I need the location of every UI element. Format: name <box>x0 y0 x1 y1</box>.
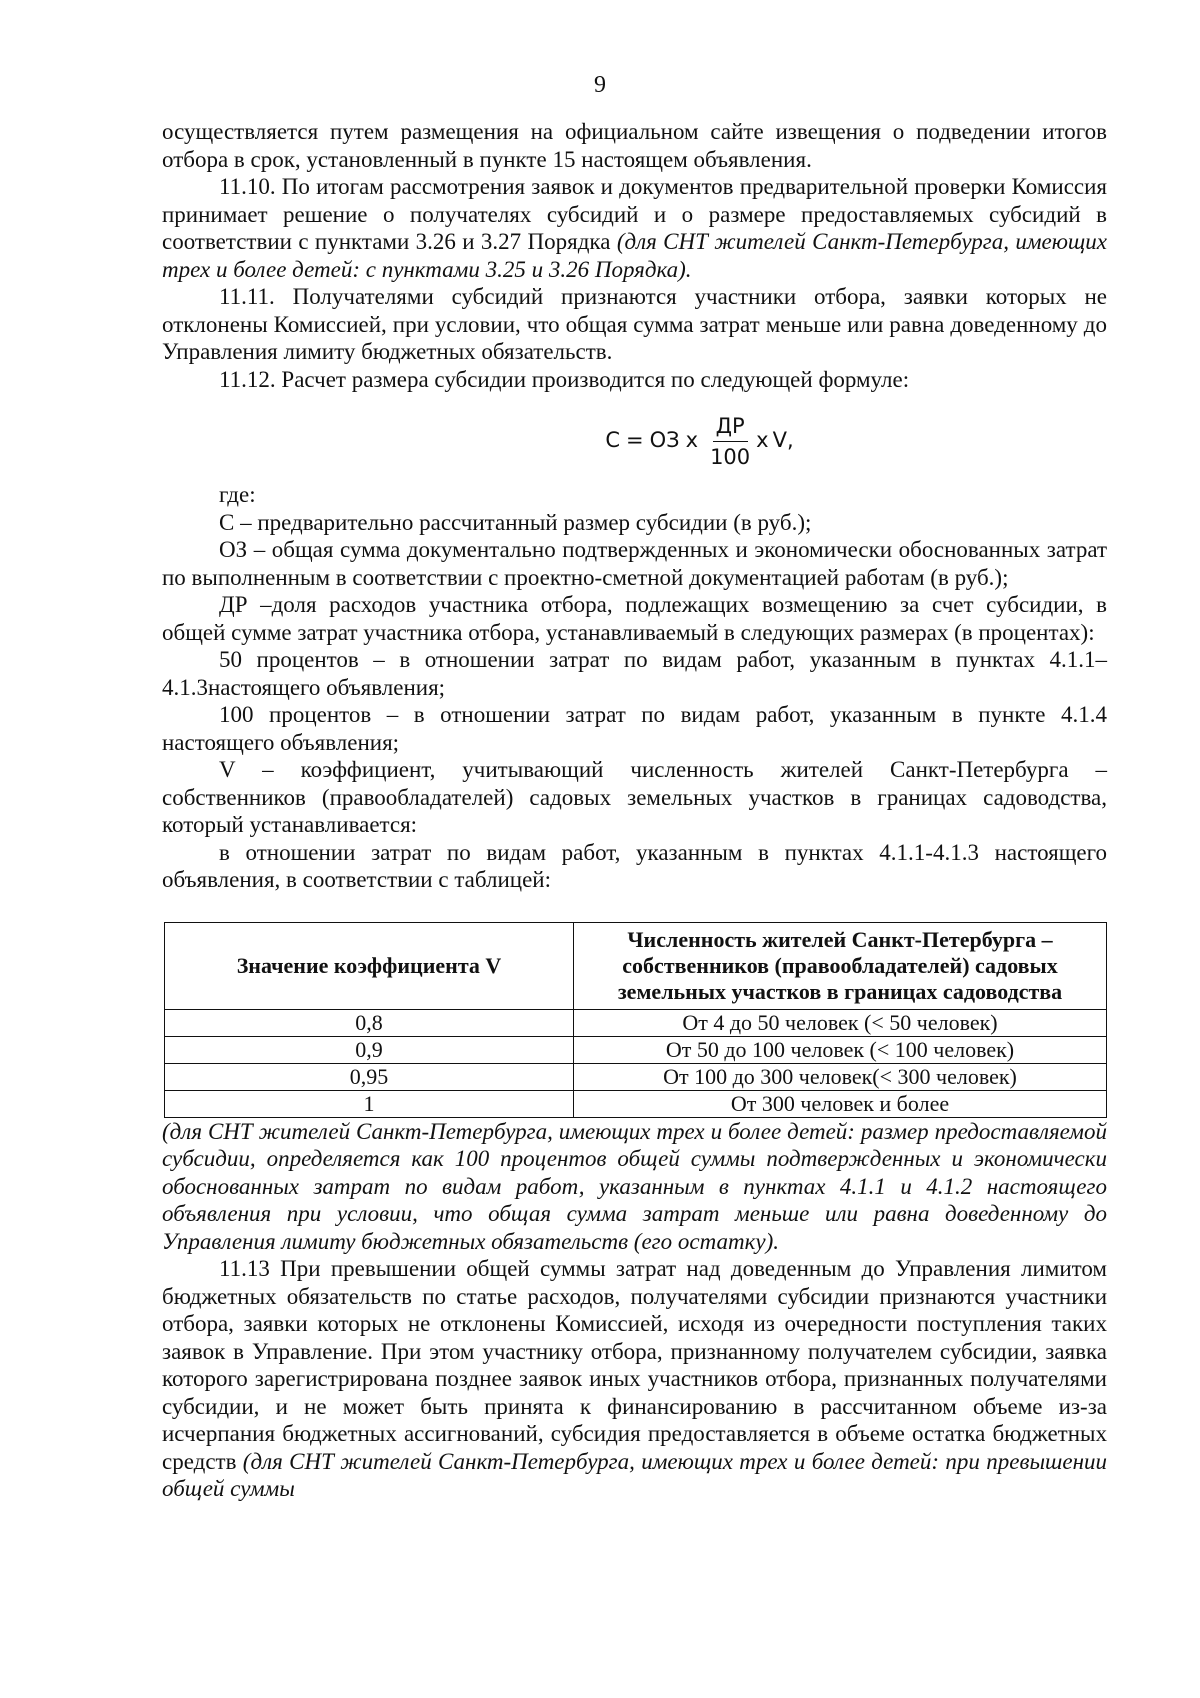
coefficient-table <box>164 922 1107 1118</box>
paragraph-11-13-text: 11.13 При превышении общей суммы затрат над доведенным до Управления лимитом бюджетных обязательств по статье расходов, получателями субсидии признаются участники отбора, заявки которых не отклонены Комиссией, исходя из очередности поступления таких заявок в Управление. При этом участнику отбора, признанному получателем субсидии, заявка которого зарегистрирована позднее заявок иных участников отбора, признанных получателями субсидии, и не может быть принята к финансированию в рассчитанном объеме из-за исчерпания бюджетных ассигнований, субсидия предоставляется в объеме остатка бюджетных средств <box>162 1256 1107 1474</box>
table-cell-population: От 4 до 50 человек (< 50 человек) <box>574 1009 1107 1036</box>
paragraph-11-13-italic: (для СНТ жителей Санкт-Петербурга, имеющих трех и более детей: при превышении общей суммы <box>162 1448 1107 1501</box>
paragraph-11-11: 11.11. Получателями субсидий признаются участники отбора, заявки которых не отклонены Комиссией, при условии, что общая сумма затрат меньше или равна доведенному до Управления лимиту бюджетных обязательств. <box>162 284 1107 364</box>
table-cell-coefficient: 0,8 <box>165 1009 574 1036</box>
table-header-row <box>165 922 1107 1009</box>
table-cell-coefficient: 0,9 <box>165 1036 574 1063</box>
formula-fraction <box>710 412 750 470</box>
formula-v: V <box>772 428 787 453</box>
definition-oz: ОЗ – общая сумма документально подтвержденных и экономически обоснованных затрат по выполненным в соответствии с проектно-сметной документацией работам (в руб.); <box>162 537 1107 590</box>
table-row <box>165 1063 1107 1090</box>
table-cell-coefficient: 1 <box>165 1090 574 1117</box>
paragraph-11-13 <box>162 1255 1107 1503</box>
formula-times-2: х <box>756 428 769 453</box>
table-row <box>165 1009 1107 1036</box>
definition-50-percent: 50 процентов – в отношении затрат по видам работ, указанным в пунктах 4.1.1–4.1.3настоящего объявления; <box>162 647 1107 700</box>
definition-c: С – предварительно рассчитанный размер субсидии (в руб.); <box>219 509 812 535</box>
where-label: где: <box>219 482 256 507</box>
subsidy-formula <box>162 403 1107 479</box>
table-cell-population: От 50 до 100 человек (< 100 человек) <box>574 1036 1107 1063</box>
paragraph-italic-note: (для СНТ жителей Санкт-Петербурга, имеющих трех и более детей: размер предоставляемой субсидии, определяется как 100 процентов общей суммы подтвержденных и экономически обоснованных затрат по видам работ, указанным в пунктах 4.1.1 и 4.1.2 настоящего объявления при условии, что общая сумма затрат меньше или равна доведенному до Управления лимиту бюджетных обязательств (его остатку). <box>162 1118 1107 1254</box>
formula-oz: ОЗ <box>649 428 680 453</box>
definition-v-table-intro: в отношении затрат по видам работ, указанным в пунктах 4.1.1-4.1.3 настоящего объявления, в соответствии с таблицей: <box>162 839 1107 892</box>
formula-equals: = <box>626 428 644 453</box>
document-body <box>162 118 1107 1503</box>
formula-lhs: С <box>605 428 621 453</box>
table-cell-coefficient: 0,95 <box>165 1063 574 1090</box>
paragraph-intro: осуществляется путем размещения на официальном сайте извещения о подведении итогов отбора в срок, установленный в пункте 15 настоящем объявления. <box>162 119 1107 172</box>
table-cell-population: От 100 до 300 человек(< 300 человек) <box>574 1063 1107 1090</box>
formula-times-1: х <box>685 428 699 453</box>
definition-100-percent: 100 процентов – в отношении затрат по видам работ, указанным в пункте 4.1.4 настоящего объявления; <box>162 702 1107 755</box>
table-cell-population: От 300 человек и более <box>574 1090 1107 1117</box>
formula-numerator: ДР <box>713 412 748 442</box>
paragraph-11-10-text: 11.10. По итогам рассмотрения заявок и документов предварительной проверки Комиссия принимает решение о получателях субсидий и о размере предоставляемых субсидий в соответствии с пунктами 3.26 и 3.27 Порядка <box>162 174 1107 254</box>
formula-comma: , <box>786 428 794 453</box>
table-row <box>165 1036 1107 1063</box>
page-number: 9 <box>594 72 606 98</box>
table-header-coefficient: Значение коэффициента V <box>165 922 574 1009</box>
paragraph-11-12: 11.12. Расчет размера субсидии производится по следующей формуле: <box>219 366 910 392</box>
table-header-population: Численность жителей Санкт-Петербурга – собственников (правообладателей) садовых земельных участков в границах садоводства <box>574 922 1107 1009</box>
paragraph-11-10-italic: (для СНТ жителей Санкт-Петербурга, имеющих трех и более детей: с пунктами 3.25 и 3.26 Порядка). <box>162 229 1107 282</box>
paragraph-11-10 <box>162 173 1107 283</box>
table-row <box>165 1090 1107 1117</box>
formula-denominator: 100 <box>710 445 751 469</box>
definition-v: V – коэффициент, учитывающий численность жителей Санкт-Петербурга – собственников (правообладателей) садовых земельных участков в границах садоводства, который устанавливается: <box>162 757 1107 837</box>
definition-dr: ДР –доля расходов участника отбора, подлежащих возмещению за счет субсидии, в общей сумме затрат участника отбора, устанавливаемый в следующих размерах (в процентах): <box>162 592 1107 645</box>
